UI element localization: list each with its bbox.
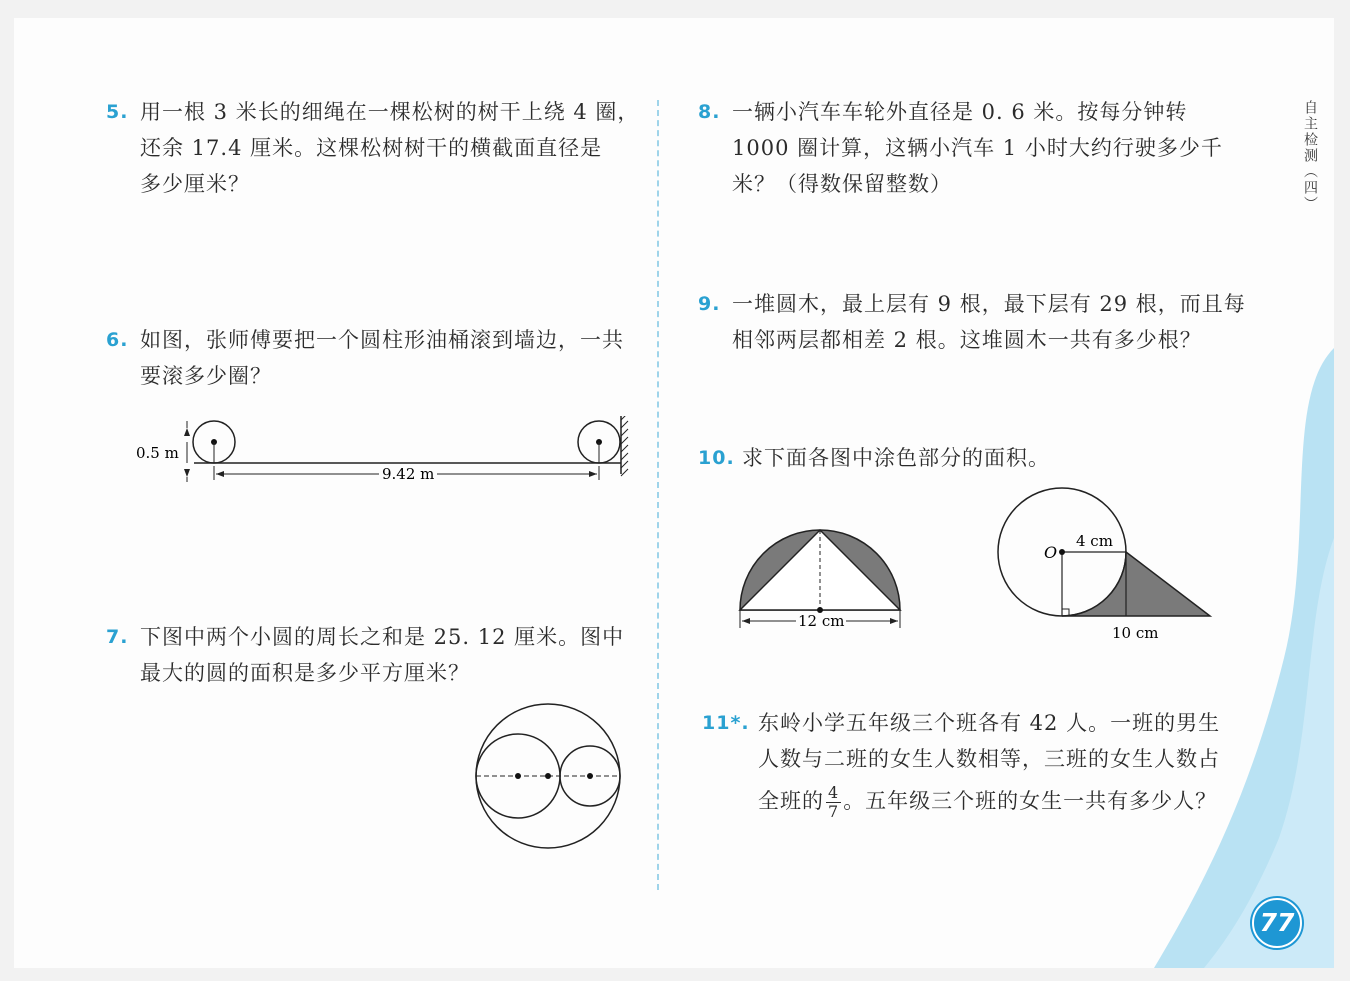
width-label: 12 cm	[798, 612, 845, 630]
question-6	[106, 322, 624, 394]
nested-circles-figure	[472, 702, 624, 854]
question-text-line: 东岭小学五年级三个班各有 42 人。一班的男生	[758, 711, 1221, 735]
question-text-line: 下图中两个小圆的周长之和是 25. 12 厘米。图中	[140, 625, 625, 649]
fraction-numerator: 4	[828, 783, 840, 802]
question-text-line	[758, 783, 1220, 821]
question-text-line: 一辆小汽车车轮外直径是 0. 6 米。按每分钟转	[732, 100, 1188, 124]
question-text-line: 米？（得数保留整数）	[732, 172, 952, 196]
rolling-barrel-figure	[134, 416, 634, 486]
center-label: O	[1044, 543, 1058, 562]
page-number: 77	[1252, 898, 1302, 948]
question-number: 9.	[698, 293, 721, 315]
question-number: 8.	[698, 101, 721, 123]
text-suffix: 。五年级三个班的女生一共有多少人？	[843, 789, 1218, 813]
question-5	[106, 94, 640, 202]
column-divider	[657, 100, 665, 890]
fraction-denominator: 7	[828, 802, 840, 821]
question-9	[698, 286, 1246, 358]
question-text-line: 多少厘米？	[140, 172, 250, 196]
question-text-line: 1000 圈计算，这辆小汽车 1 小时大约行驶多少千	[732, 136, 1223, 160]
question-number: 5.	[106, 101, 129, 123]
question-text-line: 要滚多少圈？	[140, 364, 272, 388]
base-label: 10 cm	[1112, 624, 1159, 642]
question-text-line: 人数与二班的女生人数相等，三班的女生人数占	[758, 747, 1220, 771]
question-text-line: 一堆圆木，最上层有 9 根，最下层有 29 根，而且每	[732, 292, 1246, 316]
question-number: 7.	[106, 626, 129, 648]
question-number: 10.	[698, 447, 735, 469]
workbook-page	[14, 18, 1334, 968]
radius-label: 0.5 m	[136, 444, 179, 462]
section-label: 自主检测（四）	[1302, 100, 1318, 212]
question-text-line: 最大的圆的面积是多少平方厘米？	[140, 661, 470, 685]
question-8	[698, 94, 1223, 202]
fraction	[826, 784, 841, 821]
question-10	[698, 440, 1050, 476]
question-text-line: 如图，张师傅要把一个圆柱形油桶滚到墙边，一共	[140, 328, 624, 352]
semicircle-figure	[732, 524, 912, 642]
text-prefix: 全班的	[758, 789, 824, 813]
question-number: 11*.	[702, 712, 750, 734]
question-text-line: 求下面各图中涂色部分的面积。	[742, 446, 1050, 470]
question-7	[106, 619, 625, 691]
circle-triangle-figure	[984, 482, 1214, 642]
radius-label: 4 cm	[1076, 532, 1113, 550]
distance-label: 9.42 m	[382, 465, 435, 483]
question-text-line: 相邻两层都相差 2 根。这堆圆木一共有多少根？	[732, 328, 1202, 352]
question-11	[702, 705, 1221, 821]
question-number: 6.	[106, 329, 129, 351]
question-text-line: 用一根 3 米长的细绳在一棵松树的树干上绕 4 圈，	[140, 100, 640, 124]
question-text-line: 还余 17.4 厘米。这棵松树树干的横截面直径是	[140, 136, 603, 160]
